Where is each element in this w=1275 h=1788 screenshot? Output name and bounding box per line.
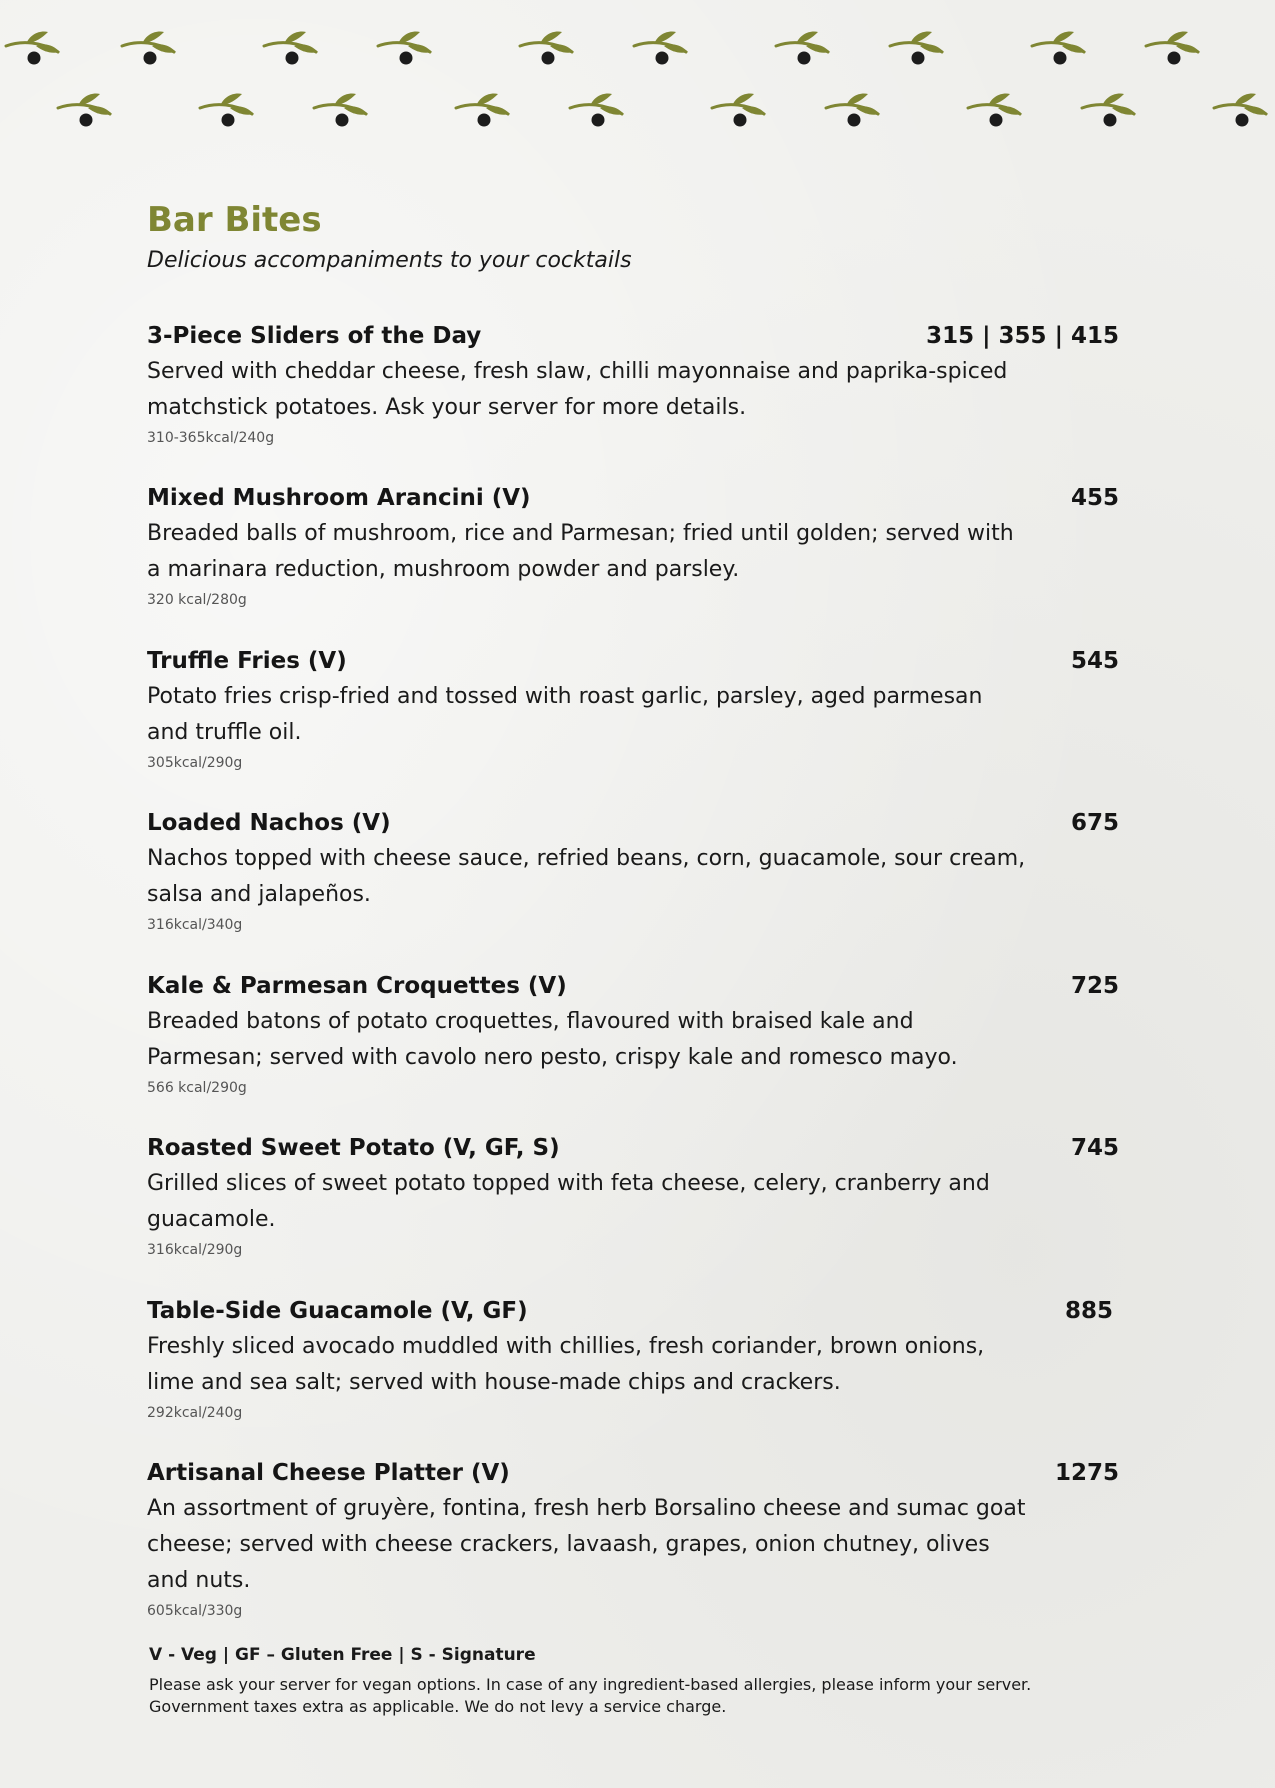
item-price: 545 <box>1070 648 1119 674</box>
item-name: 3-Piece Sliders of the Day <box>147 323 482 349</box>
item-price: 315 | 355 | 415 <box>926 323 1119 349</box>
menu-item <box>147 968 1119 1130</box>
section-title: Bar Bites <box>147 200 322 240</box>
olive-sprig-icon <box>1146 32 1200 65</box>
olive-sprig-icon <box>58 94 112 127</box>
item-calories: 605kcal/330g <box>147 1603 243 1619</box>
item-description: Served with cheddar cheese, fresh slaw, chilli mayonnaise and paprika-spiced matchstick potatoes. Ask your server for more details. <box>147 359 1008 420</box>
section-subtitle: Delicious accompaniments to your cocktails <box>147 248 632 273</box>
item-name: Loaded Nachos (V) <box>147 810 391 836</box>
item-calories: 310-365kcal/240g <box>147 430 275 446</box>
olive-sprig-icon <box>1082 94 1136 127</box>
item-name: Truffle Fries (V) <box>147 648 347 674</box>
olive-sprig-icon <box>520 32 574 65</box>
menu-item <box>147 318 1119 480</box>
item-name: Artisanal Cheese Platter (V) <box>147 1460 510 1486</box>
olive-sprig-icon <box>776 32 830 65</box>
item-price: 745 <box>1070 1135 1119 1161</box>
item-price: 455 <box>1070 485 1119 511</box>
item-description: Grilled slices of sweet potato topped with feta cheese, celery, cranberry and guacamole. <box>147 1171 990 1232</box>
olive-sprig-icon <box>264 32 318 65</box>
olive-sprig-icon <box>634 32 688 65</box>
menu-item <box>147 1293 1119 1455</box>
item-name: Roasted Sweet Potato (V, GF, S) <box>147 1135 560 1161</box>
olive-sprig-icon <box>6 32 60 65</box>
olive-sprig-icon <box>968 94 1022 127</box>
item-name: Kale & Parmesan Croquettes (V) <box>147 973 567 999</box>
menu-item <box>147 480 1119 643</box>
menu-item <box>147 1455 1119 1645</box>
dietary-legend: V - Veg | GF – Gluten Free | S - Signature <box>149 1645 536 1665</box>
menu-items <box>147 318 1119 1645</box>
item-name: Mixed Mushroom Arancini (V) <box>147 485 531 511</box>
item-price: 1275 <box>1054 1460 1119 1486</box>
item-description: Potato fries crisp-fried and tossed with roast garlic, parsley, aged parmesan and truffle oil. <box>147 684 983 745</box>
menu-footer <box>149 1642 1089 1718</box>
menu-item <box>147 643 1119 805</box>
menu-item <box>147 805 1119 968</box>
olive-border <box>0 0 1275 140</box>
item-description: Breaded balls of mushroom, rice and Parmesan; fried until golden; served with a marinara reduction, mushroom powder and parsley. <box>147 521 1014 582</box>
olive-sprig-icon <box>890 32 944 65</box>
olive-sprig-icon <box>1032 32 1086 65</box>
item-calories: 292kcal/240g <box>147 1405 243 1421</box>
item-price: 675 <box>1070 810 1119 836</box>
item-price: 725 <box>1070 973 1119 999</box>
olive-sprig-icon <box>1214 94 1268 127</box>
menu-header <box>147 198 1127 276</box>
olive-sprig-icon <box>200 94 254 127</box>
item-calories: 316kcal/290g <box>147 1242 243 1258</box>
item-description: Breaded batons of potato croquettes, flavoured with braised kale and Parmesan; served with cavolo nero pesto, crispy kale and romesco mayo. <box>147 1009 958 1070</box>
item-name: Table-Side Guacamole (V, GF) <box>147 1298 528 1324</box>
menu-item <box>147 1130 1119 1293</box>
olive-sprig-icon <box>456 94 510 127</box>
olive-sprig-icon <box>570 94 624 127</box>
olive-sprig-icon <box>122 32 176 65</box>
olive-sprig-icon <box>314 94 368 127</box>
item-calories: 320 kcal/280g <box>147 592 247 608</box>
item-calories: 566 kcal/290g <box>147 1080 247 1096</box>
item-calories: 305kcal/290g <box>147 755 243 771</box>
item-description: An assortment of gruyère, fontina, fresh herb Borsalino cheese and sumac goat cheese; served with cheese crackers, lavaash, grapes, onion chutney, olives and nuts. <box>147 1496 1026 1593</box>
item-price: 885 <box>1064 1298 1113 1324</box>
item-description: Freshly sliced avocado muddled with chillies, fresh coriander, brown onions, lime and sea salt; served with house-made chips and crackers. <box>147 1334 985 1395</box>
olive-sprig-icon <box>712 94 766 127</box>
service-note: Please ask your server for vegan options. In case of any ingredient-based allergies, please inform your server. Government taxes extra as applicable. We do not levy a service charge. <box>149 1675 1032 1716</box>
olive-sprig-icon <box>826 94 880 127</box>
item-calories: 316kcal/340g <box>147 917 243 933</box>
olive-sprig-icon <box>378 32 432 65</box>
item-description: Nachos topped with cheese sauce, refried beans, corn, guacamole, sour cream, salsa and jalapeños. <box>147 846 1026 907</box>
